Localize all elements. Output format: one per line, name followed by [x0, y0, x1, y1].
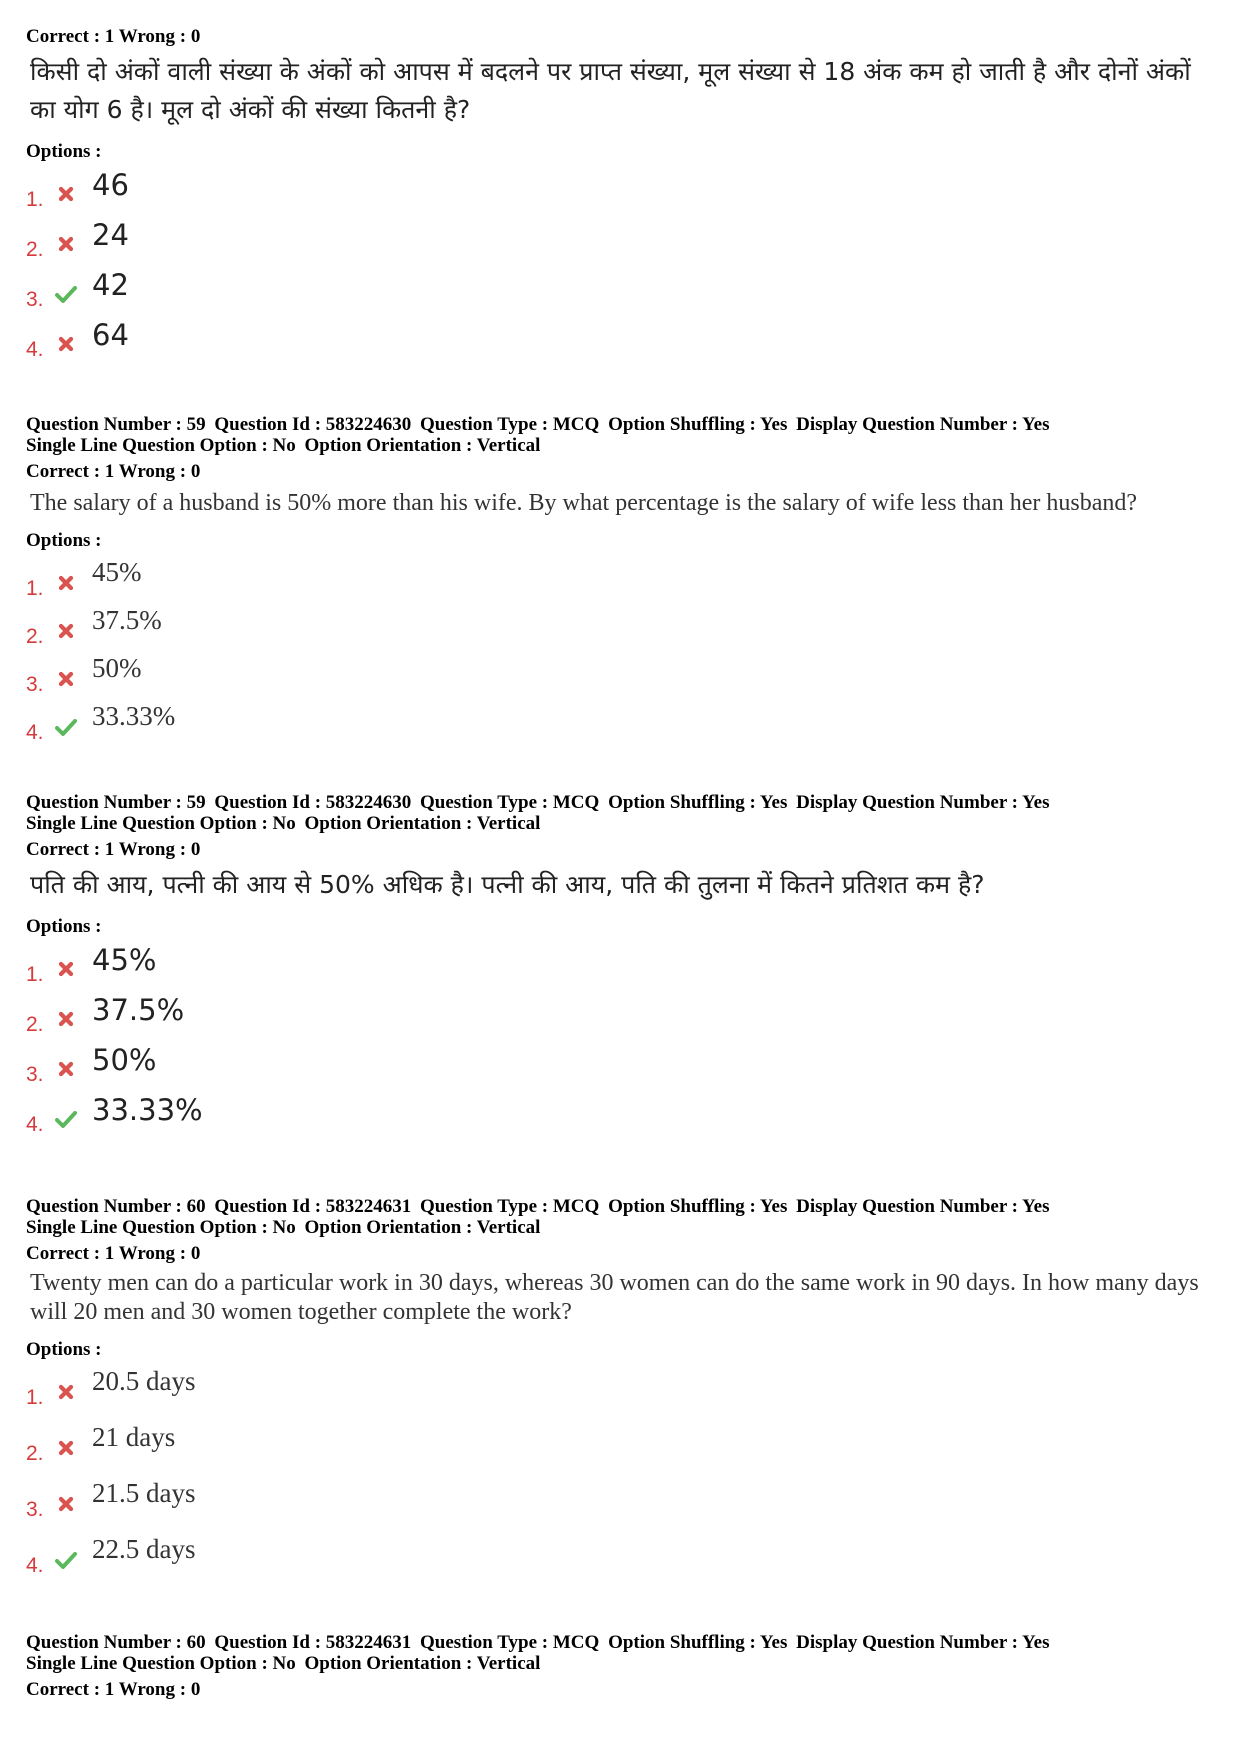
- cross-icon: [54, 619, 78, 643]
- option-4: [26, 318, 1216, 368]
- question-block-work-english: [26, 1196, 1216, 1590]
- question-text: Twenty men can do a particular work in 30 days, whereas 30 women can do the same work in 90 days. In how many days will 20 men and 30 women together complete the work?: [30, 1270, 1199, 1325]
- score-line: [26, 1243, 1216, 1264]
- score-line: [26, 839, 1216, 860]
- option-orientation: Option Orientation : Vertical: [304, 813, 541, 834]
- option-3: [26, 1043, 1216, 1093]
- cross-icon: [54, 1492, 78, 1516]
- option-number: 3.: [26, 673, 44, 696]
- question-type: Question Type : MCQ: [420, 414, 600, 435]
- option-number: 1.: [26, 188, 44, 211]
- option-value: 46: [92, 168, 129, 202]
- cross-icon: [54, 571, 78, 595]
- option-1: [26, 557, 1216, 605]
- question-type: Question Type : MCQ: [420, 1196, 600, 1217]
- option-4: [26, 1534, 1216, 1590]
- wrong-score: Wrong : 0: [118, 1679, 201, 1700]
- question-text: पति की आय, पत्नी की आय से 50% अधिक है। पत्नी की आय, पति की तुलना में कितने प्रतिशत कम है?: [30, 870, 985, 899]
- question-block-hindi-digits: [26, 26, 1216, 368]
- check-icon: [54, 282, 78, 306]
- question-meta-line: [26, 792, 1216, 813]
- options-label: Options :: [26, 530, 102, 551]
- correct-score: Correct : 1: [26, 461, 115, 482]
- option-value: 37.5%: [92, 993, 185, 1027]
- check-icon: [54, 1548, 78, 1572]
- option-1: [26, 1366, 1216, 1422]
- option-1: [26, 943, 1216, 993]
- cross-icon: [54, 232, 78, 256]
- option-shuffling: Option Shuffling : Yes: [608, 1632, 788, 1653]
- cross-icon: [54, 957, 78, 981]
- option-number: 4.: [26, 1554, 44, 1577]
- cross-icon: [54, 667, 78, 691]
- score-line: [26, 1679, 1216, 1700]
- option-value: 42: [92, 268, 129, 302]
- option-number: 1.: [26, 963, 44, 986]
- option-2: [26, 605, 1216, 653]
- option-shuffling: Option Shuffling : Yes: [608, 1196, 788, 1217]
- option-number: 2.: [26, 1013, 44, 1036]
- question-text: किसी दो अंकों वाली संख्या के अंकों को आपस में बदलने पर प्राप्त संख्या, मूल संख्या से 18 अंक कम हो जाती है और दोनों अंकों का योग 6 है। मूल दो अंकों की संख्या कितनी है?: [30, 57, 1191, 124]
- cross-icon: [54, 182, 78, 206]
- option-value: 33.33%: [92, 701, 176, 731]
- option-number: 2.: [26, 1442, 44, 1465]
- question-meta-line: [26, 414, 1216, 435]
- option-value: 37.5%: [92, 605, 162, 635]
- option-number: 2.: [26, 238, 44, 261]
- option-3: [26, 653, 1216, 701]
- single-line-option: Single Line Question Option : No: [26, 1217, 296, 1238]
- display-question-number: Display Question Number : Yes: [796, 792, 1050, 813]
- single-line-option: Single Line Question Option : No: [26, 435, 296, 456]
- question-meta-line-2: [26, 1653, 1216, 1674]
- option-value: 50%: [92, 653, 142, 683]
- option-2: [26, 993, 1216, 1043]
- wrong-score: Wrong : 0: [118, 1243, 201, 1264]
- option-value: 45%: [92, 943, 157, 977]
- question-id: Question Id : 583224631: [214, 1632, 412, 1653]
- question-block-work-hindi-header: [26, 1632, 1216, 1700]
- option-2: [26, 1422, 1216, 1478]
- option-1: [26, 168, 1216, 218]
- option-orientation: Option Orientation : Vertical: [304, 435, 541, 456]
- option-3: [26, 268, 1216, 318]
- check-icon: [54, 715, 78, 739]
- correct-score: Correct : 1: [26, 26, 115, 47]
- option-value: 50%: [92, 1043, 157, 1077]
- cross-icon: [54, 1057, 78, 1081]
- question-type: Question Type : MCQ: [420, 1632, 600, 1653]
- option-value: 22.5 days: [92, 1534, 196, 1564]
- option-number: 1.: [26, 1386, 44, 1409]
- option-value: 24: [92, 218, 129, 252]
- correct-score: Correct : 1: [26, 1243, 115, 1264]
- option-number: 3.: [26, 1498, 44, 1521]
- correct-score: Correct : 1: [26, 839, 115, 860]
- option-orientation: Option Orientation : Vertical: [304, 1217, 541, 1238]
- cross-icon: [54, 332, 78, 356]
- option-number: 4.: [26, 721, 44, 744]
- option-value: 64: [92, 318, 129, 352]
- option-4: [26, 701, 1216, 749]
- wrong-score: Wrong : 0: [118, 839, 201, 860]
- single-line-option: Single Line Question Option : No: [26, 1653, 296, 1674]
- question-block-salary-hindi: [26, 792, 1216, 1143]
- display-question-number: Display Question Number : Yes: [796, 414, 1050, 435]
- wrong-score: Wrong : 0: [118, 26, 201, 47]
- option-number: 3.: [26, 1063, 44, 1086]
- option-value: 20.5 days: [92, 1366, 196, 1396]
- question-meta-line: [26, 1632, 1216, 1653]
- option-number: 2.: [26, 625, 44, 648]
- options-list: [26, 557, 1216, 749]
- cross-icon: [54, 1436, 78, 1460]
- option-number: 3.: [26, 288, 44, 311]
- options-label: Options :: [26, 141, 102, 162]
- display-question-number: Display Question Number : Yes: [796, 1632, 1050, 1653]
- question-id: Question Id : 583224631: [214, 1196, 412, 1217]
- option-3: [26, 1478, 1216, 1534]
- question-meta-line-2: [26, 435, 1216, 456]
- question-text: The salary of a husband is 50% more than his wife. By what percentage is the salary of wife less than her husband?: [30, 490, 1137, 516]
- question-meta-line-2: [26, 813, 1216, 834]
- option-orientation: Option Orientation : Vertical: [304, 1653, 541, 1674]
- option-value: 21.5 days: [92, 1478, 196, 1508]
- question-meta-line-2: [26, 1217, 1216, 1238]
- option-number: 1.: [26, 577, 44, 600]
- option-value: 21 days: [92, 1422, 176, 1452]
- correct-score: Correct : 1: [26, 1679, 115, 1700]
- option-number: 4.: [26, 1113, 44, 1136]
- option-number: 4.: [26, 338, 44, 361]
- score-line: [26, 461, 1216, 482]
- question-number: Question Number : 59: [26, 792, 206, 813]
- option-value: 45%: [92, 557, 142, 587]
- question-type: Question Type : MCQ: [420, 792, 600, 813]
- options-label: Options :: [26, 916, 102, 937]
- options-list: [26, 943, 1216, 1143]
- question-id: Question Id : 583224630: [214, 792, 412, 813]
- wrong-score: Wrong : 0: [118, 461, 201, 482]
- score-line: [26, 26, 1216, 47]
- option-shuffling: Option Shuffling : Yes: [608, 792, 788, 813]
- check-icon: [54, 1107, 78, 1131]
- question-meta-line: [26, 1196, 1216, 1217]
- question-block-salary-english: [26, 414, 1216, 749]
- cross-icon: [54, 1380, 78, 1404]
- single-line-option: Single Line Question Option : No: [26, 813, 296, 834]
- option-shuffling: Option Shuffling : Yes: [608, 414, 788, 435]
- options-list: [26, 168, 1216, 368]
- option-4: [26, 1093, 1216, 1143]
- options-label: Options :: [26, 1339, 102, 1360]
- question-number: Question Number : 59: [26, 414, 206, 435]
- option-value: 33.33%: [92, 1093, 203, 1127]
- question-number: Question Number : 60: [26, 1196, 206, 1217]
- options-list: [26, 1366, 1216, 1590]
- question-id: Question Id : 583224630: [214, 414, 412, 435]
- display-question-number: Display Question Number : Yes: [796, 1196, 1050, 1217]
- question-number: Question Number : 60: [26, 1632, 206, 1653]
- option-2: [26, 218, 1216, 268]
- cross-icon: [54, 1007, 78, 1031]
